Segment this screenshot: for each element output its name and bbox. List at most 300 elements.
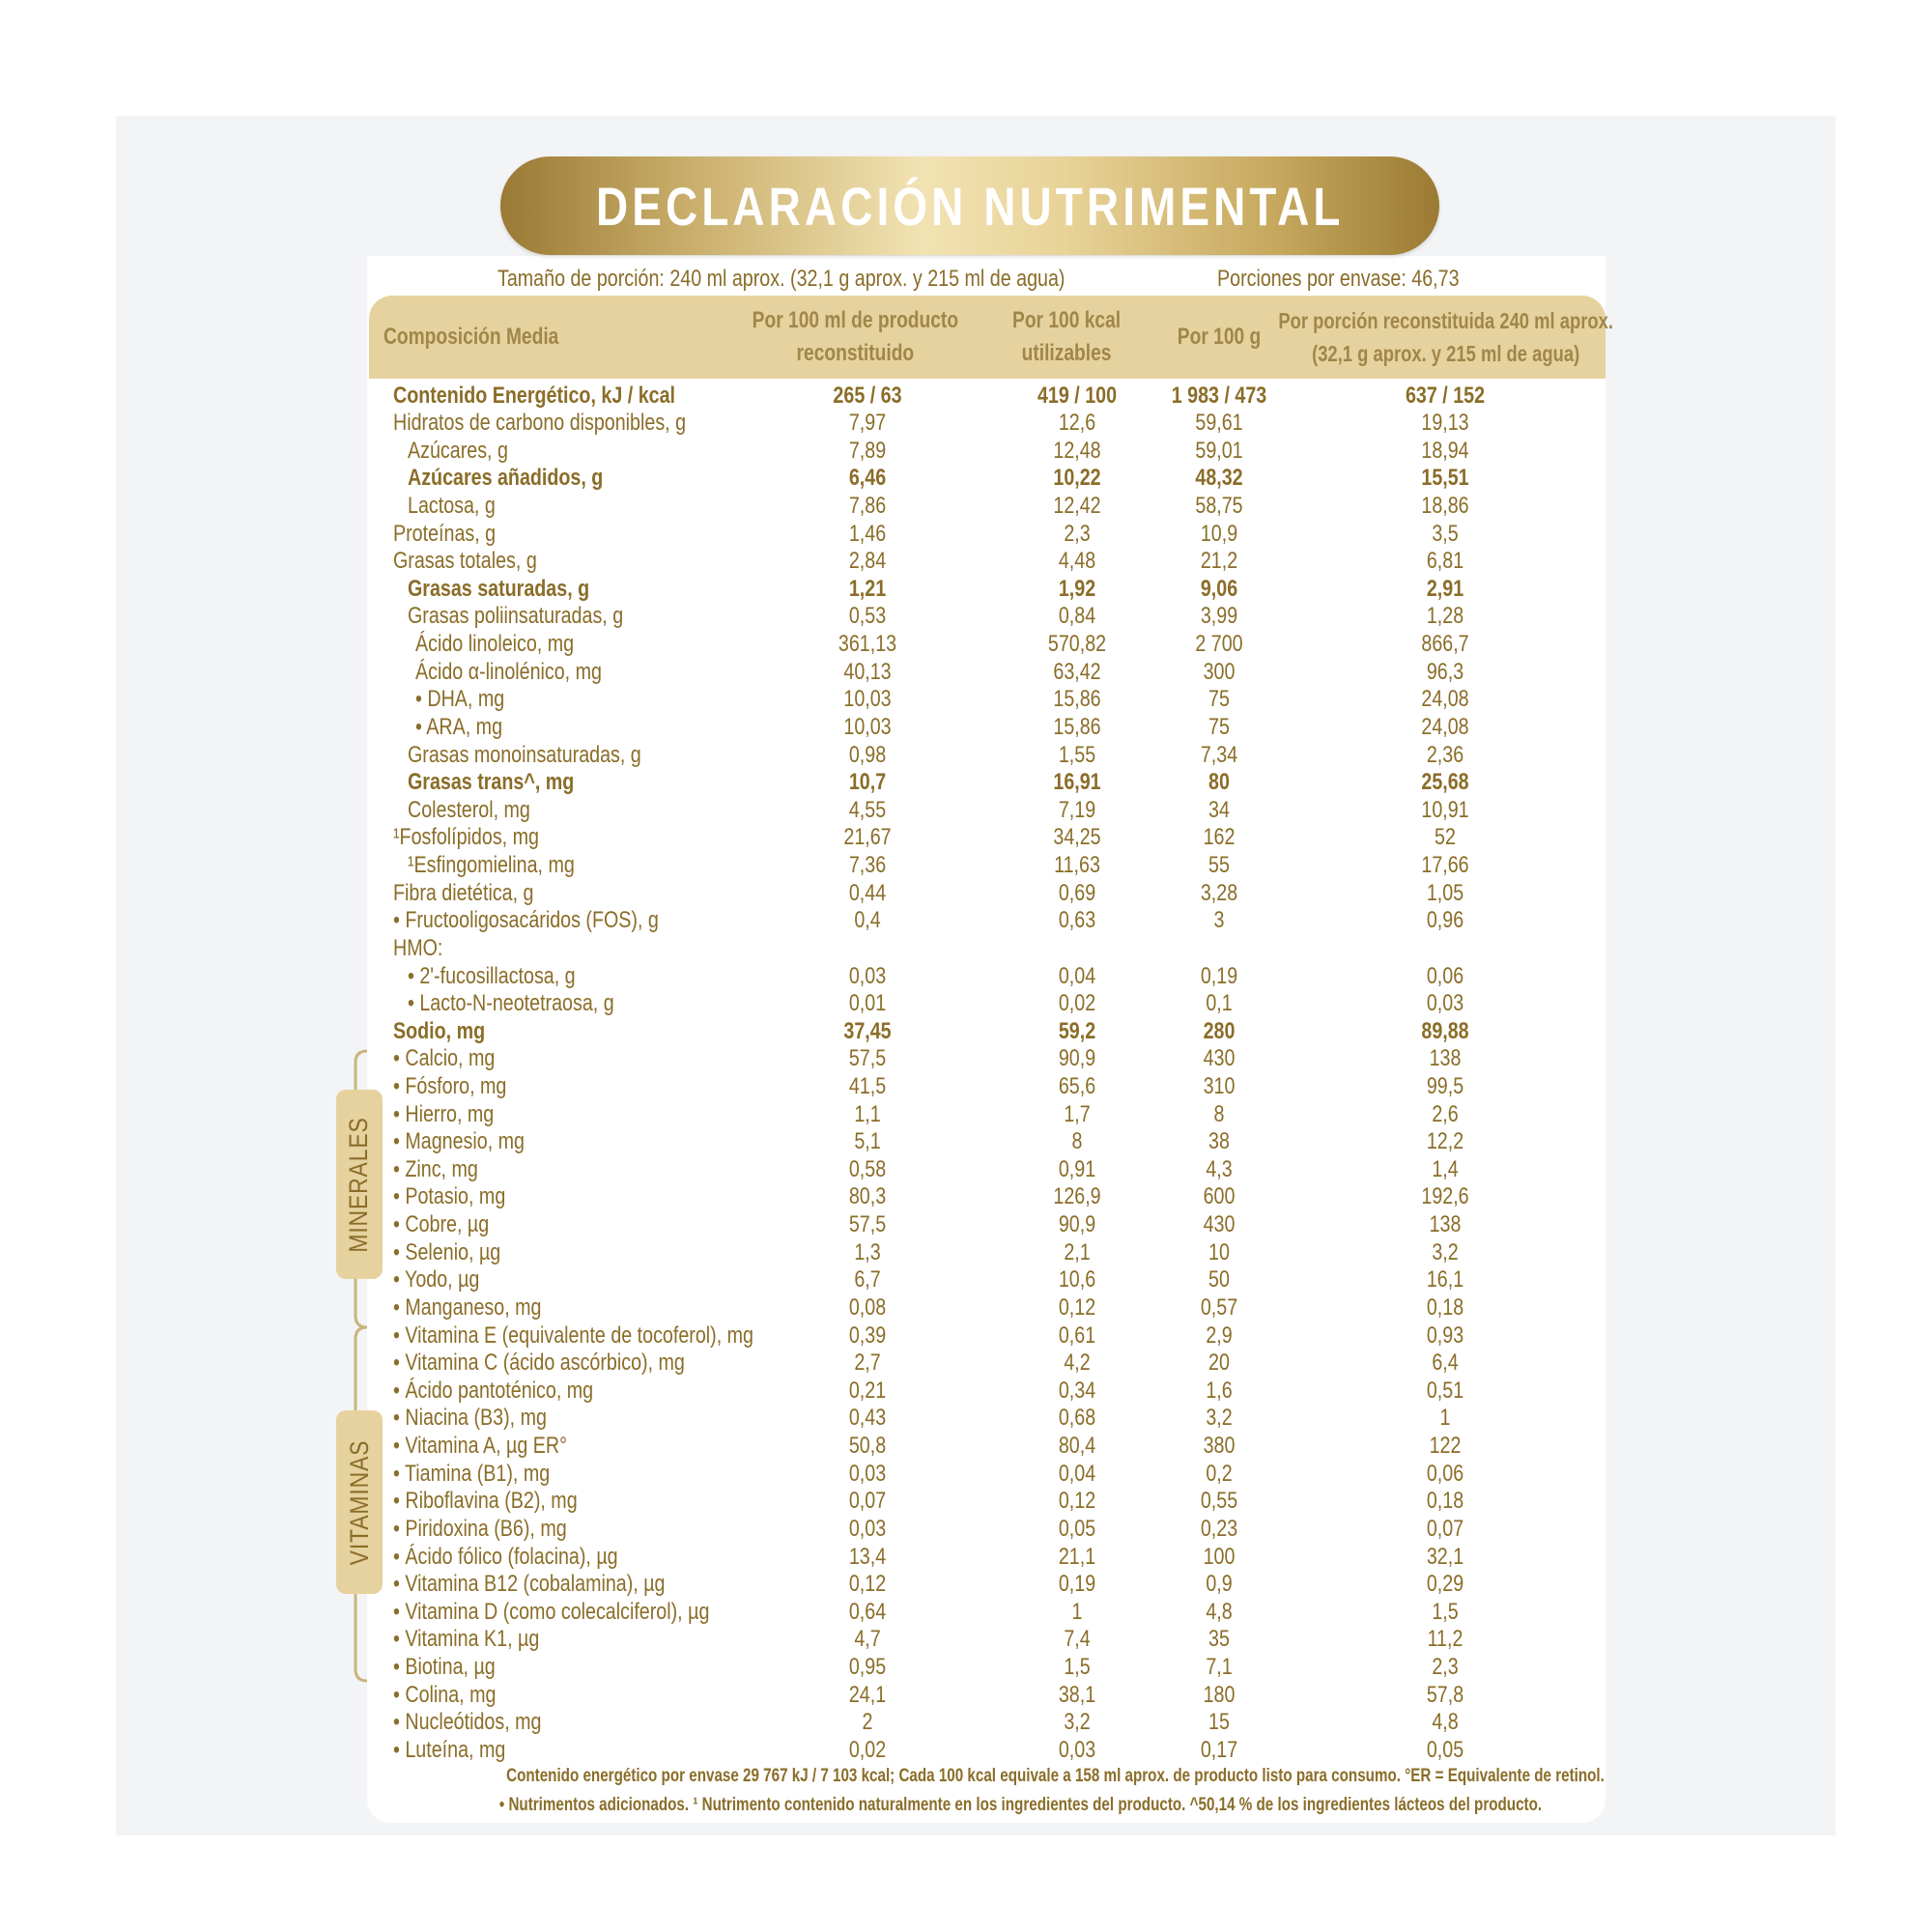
serving-size: Tamaño de porción: 240 ml aprox. (32,1 g aprox. y 215 ml de agua)	[497, 266, 1065, 292]
nutrient-value: 16,1	[1426, 1266, 1464, 1293]
nutrient-value: 75	[1208, 686, 1230, 713]
nutrient-value: 3,2	[1432, 1238, 1459, 1265]
nutrient-value: 0,29	[1426, 1571, 1464, 1598]
nutrient-label: Hidratos de carbono disponibles, g	[393, 410, 687, 437]
nutrient-value: 8	[1213, 1100, 1225, 1127]
table-row	[0, 963, 1932, 991]
nutrient-value: 4,8	[1432, 1709, 1459, 1736]
table-row	[0, 1626, 1932, 1654]
nutrient-value: 0,01	[848, 990, 887, 1017]
nutrient-value: 7,1	[1206, 1654, 1233, 1681]
table-row	[0, 769, 1932, 797]
nutrient-value: 7,97	[848, 410, 887, 437]
nutrient-value: 0,18	[1426, 1488, 1464, 1515]
servings-per-pack: Porciones por envase: 46,73	[1217, 266, 1460, 292]
nutrient-value: 1,5	[1432, 1598, 1459, 1625]
table-row	[0, 631, 1932, 659]
nutrient-value: 2,9	[1206, 1321, 1233, 1349]
nutrient-label: Grasas totales, g	[393, 548, 537, 575]
table-row	[0, 1350, 1932, 1378]
nutrient-value: 3,99	[1200, 603, 1238, 630]
nutrient-value: 18,86	[1421, 492, 1469, 519]
table-row	[0, 1544, 1932, 1572]
nutrient-value: 89,88	[1421, 1017, 1469, 1044]
nutrient-value: 15	[1208, 1709, 1230, 1736]
table-row	[0, 852, 1932, 880]
table-row	[0, 1378, 1932, 1406]
nutrient-value: 10,9	[1200, 520, 1238, 547]
nutrient-value: 25,68	[1421, 769, 1469, 796]
nutrient-value: 34,25	[1053, 824, 1101, 851]
nutrient-value: 3,2	[1206, 1405, 1233, 1432]
nutrient-value: 0,63	[1058, 907, 1096, 934]
nutrient-value: 21,2	[1200, 548, 1238, 575]
nutrient-value: 1,5	[1064, 1654, 1091, 1681]
nutrient-value: 80,3	[848, 1183, 887, 1210]
table-row	[0, 1682, 1932, 1710]
nutrient-label: • Nucleótidos, mg	[393, 1709, 542, 1736]
nutrient-value: 0,05	[1058, 1515, 1096, 1542]
nutrient-label: Grasas trans^, mg	[408, 769, 575, 796]
nutrient-value: 0,07	[848, 1488, 887, 1515]
nutrient-value: 58,75	[1195, 492, 1243, 519]
vitaminas-label: VITAMINAS	[336, 1410, 383, 1594]
nutrient-label: • Magnesio, mg	[393, 1128, 525, 1155]
nutrient-value: 0,2	[1206, 1460, 1233, 1487]
nutrient-value: 2,3	[1432, 1654, 1459, 1681]
nutrient-value: 7,86	[848, 492, 887, 519]
nutrient-value: 380	[1203, 1433, 1236, 1460]
nutrient-label: Fibra dietética, g	[393, 879, 534, 906]
nutrient-value: 65,6	[1058, 1073, 1096, 1099]
nutrient-value: 80,4	[1058, 1433, 1096, 1460]
table-row	[0, 1599, 1932, 1627]
nutrient-value: 6,4	[1432, 1350, 1459, 1377]
nutrient-value: 419 / 100	[1037, 382, 1118, 409]
nutrient-value: 1	[1071, 1598, 1083, 1625]
nutrient-value: 0,51	[1426, 1377, 1464, 1404]
nutrient-value: 0,95	[848, 1654, 887, 1681]
table-row	[0, 1101, 1932, 1129]
nutrient-value: 1,55	[1058, 741, 1096, 768]
table-row	[0, 907, 1932, 935]
nutrient-value: 2 700	[1195, 631, 1243, 658]
nutrient-value: 4,8	[1206, 1598, 1233, 1625]
table-row	[0, 742, 1932, 770]
nutrient-label: • Yodo, µg	[393, 1266, 480, 1293]
header-per-100ml: Por 100 ml de producto reconstituido	[752, 307, 958, 366]
nutrient-value: 7,19	[1058, 796, 1096, 823]
nutrient-value: 0,12	[1058, 1488, 1096, 1515]
nutrient-label: • DHA, mg	[415, 686, 505, 713]
footnote-energy: Contenido energético por envase 29 767 kJ / 7 103 kcal; Cada 100 kcal equivale a 158 ml aprox. de producto listo para consumo. °ER = Equivalente de retinol.	[506, 1766, 1605, 1786]
nutrient-value: 2,36	[1426, 741, 1464, 768]
nutrient-value: 637 / 152	[1405, 382, 1486, 409]
nutrient-label: • ARA, mg	[415, 713, 503, 740]
table-header	[369, 296, 1614, 379]
table-row	[0, 797, 1932, 825]
table-row	[0, 824, 1932, 852]
table-row	[0, 548, 1932, 576]
nutrient-value: 0,06	[1426, 1460, 1464, 1487]
nutrient-value: 24,1	[848, 1681, 887, 1708]
nutrient-value: 0,57	[1200, 1293, 1238, 1321]
header-per-100kcal: Por 100 kcal utilizables	[1011, 307, 1122, 366]
nutrient-value: 1,7	[1064, 1100, 1091, 1127]
table-row	[0, 1073, 1932, 1101]
nutrient-value: 7,4	[1064, 1626, 1091, 1653]
table-row	[0, 1018, 1932, 1046]
nutrient-value: 866,7	[1421, 631, 1469, 658]
nutrient-value: 1,3	[854, 1238, 881, 1265]
nutrient-value: 162	[1203, 824, 1236, 851]
table-row	[0, 410, 1932, 438]
nutrient-label: • Manganeso, mg	[393, 1293, 542, 1321]
nutrient-value: 430	[1203, 1045, 1236, 1072]
nutrient-value: 35	[1208, 1626, 1230, 1653]
table-row	[0, 1156, 1932, 1184]
nutrient-value: 24,08	[1421, 686, 1469, 713]
nutrient-value: 48,32	[1195, 465, 1243, 492]
nutrient-value: 90,9	[1058, 1045, 1096, 1072]
nutrient-value: 0,9	[1206, 1571, 1233, 1598]
nutrient-value: 1	[1439, 1405, 1451, 1432]
nutrient-value: 59,01	[1195, 437, 1243, 464]
nutrient-value: 57,5	[848, 1211, 887, 1238]
nutrient-value: 21,67	[843, 824, 892, 851]
nutrient-value: 0,04	[1058, 962, 1096, 989]
nutrient-label: Ácido α-linolénico, mg	[415, 658, 602, 685]
nutrient-value: 0,03	[848, 1515, 887, 1542]
nutrient-value: 12,6	[1058, 410, 1096, 437]
nutrient-value: 24,08	[1421, 713, 1469, 740]
nutrient-value: 1,4	[1432, 1155, 1459, 1182]
table-row	[0, 1266, 1932, 1294]
nutrient-label: Contenido Energético, kJ / kcal	[393, 382, 675, 409]
nutrient-value: 2,6	[1432, 1100, 1459, 1127]
nutrient-value: 2,3	[1064, 520, 1091, 547]
nutrient-value: 3,5	[1432, 520, 1459, 547]
nutrient-value: 3,28	[1200, 879, 1238, 906]
nutrient-value: 0,91	[1058, 1155, 1096, 1182]
table-row	[0, 1488, 1932, 1516]
nutrient-value: 12,48	[1053, 437, 1101, 464]
nutrient-value: 57,5	[848, 1045, 887, 1072]
nutrient-value: 138	[1429, 1045, 1462, 1072]
nutrient-value: 0,44	[848, 879, 887, 906]
header-composition: Composición Media	[384, 324, 559, 350]
nutrient-value: 0,93	[1426, 1321, 1464, 1349]
nutrient-label: • Tiamina (B1), mg	[393, 1460, 551, 1487]
nutrient-value: 99,5	[1426, 1073, 1464, 1099]
nutrient-value: 4,7	[854, 1626, 881, 1653]
nutrient-value: 15,51	[1421, 465, 1469, 492]
nutrient-value: 55	[1208, 852, 1230, 879]
nutrient-label: • Biotina, µg	[393, 1654, 496, 1681]
table-row	[0, 521, 1932, 549]
nutrient-value: 0,55	[1200, 1488, 1238, 1515]
nutrient-value: 3	[1213, 907, 1225, 934]
nutrient-value: 10,6	[1058, 1266, 1096, 1293]
table-row	[0, 603, 1932, 631]
nutrient-value: 0,96	[1426, 907, 1464, 934]
nutrient-value: 59,61	[1195, 410, 1243, 437]
nutrient-value: 16,91	[1053, 769, 1101, 796]
nutrient-value: 0,08	[848, 1293, 887, 1321]
nutrient-value: 10,22	[1053, 465, 1101, 492]
table-row	[0, 1239, 1932, 1267]
nutrient-value: 0,03	[1426, 990, 1464, 1017]
nutrient-value: 1,1	[854, 1100, 881, 1127]
nutrient-value: 10,03	[843, 713, 892, 740]
nutrient-value: 1,21	[848, 575, 887, 602]
nutrient-value: 0,05	[1426, 1736, 1464, 1763]
nutrient-value: 0,64	[848, 1598, 887, 1625]
nutrient-label: Sodio, mg	[393, 1017, 486, 1044]
nutrient-value: 0,43	[848, 1405, 887, 1432]
nutrient-value: 0,02	[1058, 990, 1096, 1017]
nutrient-value: 0,03	[1058, 1736, 1096, 1763]
header-per-100g: Por 100 g	[1177, 324, 1262, 350]
table-row	[0, 438, 1932, 466]
nutrient-value: 38,1	[1058, 1681, 1096, 1708]
nutrient-label: Grasas monoinsaturadas, g	[408, 741, 641, 768]
table-row	[0, 1461, 1932, 1489]
nutrient-value: 15,86	[1053, 713, 1101, 740]
nutrient-value: 59,2	[1058, 1017, 1096, 1044]
nutrient-value: 7,36	[848, 852, 887, 879]
nutrient-value: 1,46	[848, 520, 887, 547]
nutrient-value: 52	[1435, 824, 1456, 851]
table-row	[0, 714, 1932, 742]
nutrient-value: 80	[1208, 769, 1230, 796]
nutrient-value: 0,12	[848, 1571, 887, 1598]
table-row	[0, 1654, 1932, 1682]
nutrient-value: 0,69	[1058, 879, 1096, 906]
title-banner	[500, 156, 1439, 255]
nutrient-value: 2,91	[1426, 575, 1464, 602]
nutrient-value: 12,42	[1053, 492, 1101, 519]
nutrient-value: 300	[1203, 658, 1236, 685]
nutrient-label: Lactosa, g	[408, 492, 496, 519]
nutrient-value: 1,6	[1206, 1377, 1233, 1404]
nutrient-value: 0,04	[1058, 1460, 1096, 1487]
table-row	[0, 576, 1932, 604]
nutrient-value: 126,9	[1053, 1183, 1101, 1210]
nutrient-value: 21,1	[1058, 1543, 1096, 1570]
table-row	[0, 1737, 1932, 1765]
nutrient-value: 4,55	[848, 796, 887, 823]
footnote-legend: • Nutrimentos adicionados. ¹ Nutrimento contenido naturalmente en los ingredientes del producto. ^50,14 % de los ingredientes lácteos del producto.	[498, 1795, 1543, 1815]
nutrient-value: 4,2	[1064, 1350, 1091, 1377]
nutrient-value: 10,03	[843, 686, 892, 713]
nutrient-value: 180	[1203, 1681, 1236, 1708]
nutrient-value: 0,12	[1058, 1293, 1096, 1321]
nutrient-value: 2	[862, 1709, 873, 1736]
table-row	[0, 465, 1932, 493]
nutrient-label: • Vitamina K1, µg	[393, 1626, 540, 1653]
nutrient-value: 0,68	[1058, 1405, 1096, 1432]
nutrient-value: 50,8	[848, 1433, 887, 1460]
nutrient-value: 57,8	[1426, 1681, 1464, 1708]
nutrient-label: • Lacto-N-neotetraosa, g	[408, 990, 614, 1017]
nutrient-value: 0,53	[848, 603, 887, 630]
table-row	[0, 659, 1932, 687]
nutrient-value: 7,34	[1200, 741, 1238, 768]
nutrient-value: 6,46	[848, 465, 887, 492]
nutrient-label: • Vitamina B12 (cobalamina), µg	[393, 1571, 666, 1598]
nutrient-label: • Vitamina E (equivalente de tocoferol), mg	[393, 1321, 753, 1349]
nutrient-label: • Riboflavina (B2), mg	[393, 1488, 578, 1515]
table-row	[0, 1405, 1932, 1433]
table-row	[0, 880, 1932, 908]
nutrient-label: • Hierro, mg	[393, 1100, 495, 1127]
nutrient-value: 0,23	[1200, 1515, 1238, 1542]
nutrient-value: 32,1	[1426, 1543, 1464, 1570]
nutrient-label: • Colina, mg	[393, 1681, 497, 1708]
nutrient-value: 430	[1203, 1211, 1236, 1238]
nutrient-value: 0,19	[1058, 1571, 1096, 1598]
nutrient-value: 0,1	[1206, 990, 1233, 1017]
nutrient-value: 0,98	[848, 741, 887, 768]
nutrient-value: 0,18	[1426, 1293, 1464, 1321]
nutrient-value: 0,58	[848, 1155, 887, 1182]
nutrient-label: • Calcio, mg	[393, 1045, 496, 1072]
nutrient-value: 19,13	[1421, 410, 1469, 437]
nutrient-value: 0,06	[1426, 962, 1464, 989]
nutrient-label: • Vitamina D (como colecalciferol), µg	[393, 1598, 710, 1625]
nutrient-value: 6,7	[854, 1266, 881, 1293]
nutrient-value: 20	[1208, 1350, 1230, 1377]
nutrient-value: 2,84	[848, 548, 887, 575]
table-row	[0, 1211, 1932, 1239]
nutrient-label: ¹Fosfolípidos, mg	[393, 824, 539, 851]
table-row	[0, 1183, 1932, 1211]
nutrient-value: 0,17	[1200, 1736, 1238, 1763]
nutrient-value: 6,81	[1426, 548, 1464, 575]
nutrient-label: Azúcares añadidos, g	[408, 465, 604, 492]
nutrient-value: 18,94	[1421, 437, 1469, 464]
nutrient-label: • Fructooligosacáridos (FOS), g	[393, 907, 659, 934]
nutrient-value: 100	[1203, 1543, 1236, 1570]
nutrient-value: 96,3	[1426, 658, 1464, 685]
nutrient-value: 11,2	[1427, 1626, 1463, 1653]
nutrient-label: • Ácido fólico (folacina), µg	[393, 1543, 618, 1570]
nutrient-value: 0,4	[854, 907, 881, 934]
nutrient-label: • Vitamina A, µg ER°	[393, 1433, 567, 1460]
nutrient-value: 4,48	[1058, 548, 1096, 575]
nutrient-label: Azúcares, g	[408, 437, 508, 464]
nutrient-value: 5,1	[854, 1128, 881, 1155]
nutrient-value: 1,05	[1426, 879, 1464, 906]
nutrient-value: 12,2	[1426, 1128, 1464, 1155]
nutrient-value: 0,61	[1058, 1321, 1096, 1349]
nutrient-value: 10,91	[1421, 796, 1469, 823]
table-row	[0, 493, 1932, 521]
table-row	[0, 1433, 1932, 1461]
nutrient-label: Ácido linoleico, mg	[415, 631, 575, 658]
nutrient-value: 8	[1071, 1128, 1083, 1155]
nutrient-value: 280	[1203, 1017, 1236, 1044]
table-row	[0, 1294, 1932, 1322]
nutrient-value: 90,9	[1058, 1211, 1096, 1238]
nutrient-label: • Niacina (B3), mg	[393, 1405, 547, 1432]
nutrient-value: 37,45	[843, 1017, 892, 1044]
nutrient-value: 34	[1208, 796, 1230, 823]
nutrient-value: 10,7	[848, 769, 887, 796]
nutrient-value: 50	[1208, 1266, 1230, 1293]
table-row	[0, 1045, 1932, 1073]
nutrient-value: 0,03	[848, 1460, 887, 1487]
nutrient-value: 2,7	[854, 1350, 881, 1377]
nutrient-value: 41,5	[848, 1073, 887, 1099]
nutrient-label: • Vitamina C (ácido ascórbico), mg	[393, 1350, 685, 1377]
nutrient-label: HMO:	[393, 934, 443, 961]
nutrient-value: 0,19	[1200, 962, 1238, 989]
nutrient-value: 192,6	[1421, 1183, 1469, 1210]
nutrient-value: 9,06	[1200, 575, 1238, 602]
nutrient-value: 1 983 / 473	[1171, 382, 1267, 409]
nutrient-value: 2,1	[1064, 1238, 1091, 1265]
table-row	[0, 1128, 1932, 1156]
page-title: DECLARACIÓN NUTRIMENTAL	[595, 175, 1345, 237]
nutrient-value: 75	[1208, 713, 1230, 740]
nutrient-value: 1,92	[1058, 575, 1096, 602]
nutrient-value: 310	[1203, 1073, 1236, 1099]
table-row	[0, 686, 1932, 714]
nutrient-value: 38	[1208, 1128, 1230, 1155]
nutrient-value: 40,13	[843, 658, 892, 685]
nutrient-label: Colesterol, mg	[408, 796, 530, 823]
nutrient-value: 0,02	[848, 1736, 887, 1763]
nutrient-value: 0,84	[1058, 603, 1096, 630]
table-row	[0, 1516, 1932, 1544]
nutrient-value: 13,4	[848, 1543, 887, 1570]
nutrient-value: 0,21	[848, 1377, 887, 1404]
nutrient-value: 63,42	[1053, 658, 1101, 685]
nutrient-value: 0,07	[1426, 1515, 1464, 1542]
nutrient-label: Grasas poliinsaturadas, g	[408, 603, 624, 630]
nutrient-value: 265 / 63	[833, 382, 902, 409]
nutrient-label: • Cobre, µg	[393, 1211, 490, 1238]
nutrient-value: 0,34	[1058, 1377, 1096, 1404]
minerales-label: MINERALES	[336, 1090, 383, 1279]
nutrient-label: • Ácido pantoténico, mg	[393, 1377, 594, 1404]
table-row	[0, 1322, 1932, 1350]
nutrient-label: • Luteína, mg	[393, 1736, 506, 1763]
nutrient-label: • Zinc, mg	[393, 1155, 478, 1182]
nutrient-value: 0,39	[848, 1321, 887, 1349]
table-row	[0, 1571, 1932, 1599]
nutrient-value: 1,28	[1426, 603, 1464, 630]
nutrient-value: 4,3	[1206, 1155, 1233, 1182]
table-row	[0, 935, 1932, 963]
table-row	[0, 1709, 1932, 1737]
nutrient-value: 570,82	[1047, 631, 1107, 658]
nutrient-value: 10	[1208, 1238, 1230, 1265]
nutrient-value: 122	[1429, 1433, 1462, 1460]
nutrient-value: 7,89	[848, 437, 887, 464]
nutrient-value: 11,63	[1054, 852, 1100, 879]
nutrient-label: • Fósforo, mg	[393, 1073, 507, 1099]
nutrient-label: • Piridoxina (B6), mg	[393, 1515, 567, 1542]
nutrient-value: 15,86	[1053, 686, 1101, 713]
nutrient-label: Proteínas, g	[393, 520, 497, 547]
table-row	[0, 990, 1932, 1018]
nutrient-value: 3,2	[1064, 1709, 1091, 1736]
nutrient-value: 361,13	[838, 631, 897, 658]
table-row	[0, 383, 1932, 411]
